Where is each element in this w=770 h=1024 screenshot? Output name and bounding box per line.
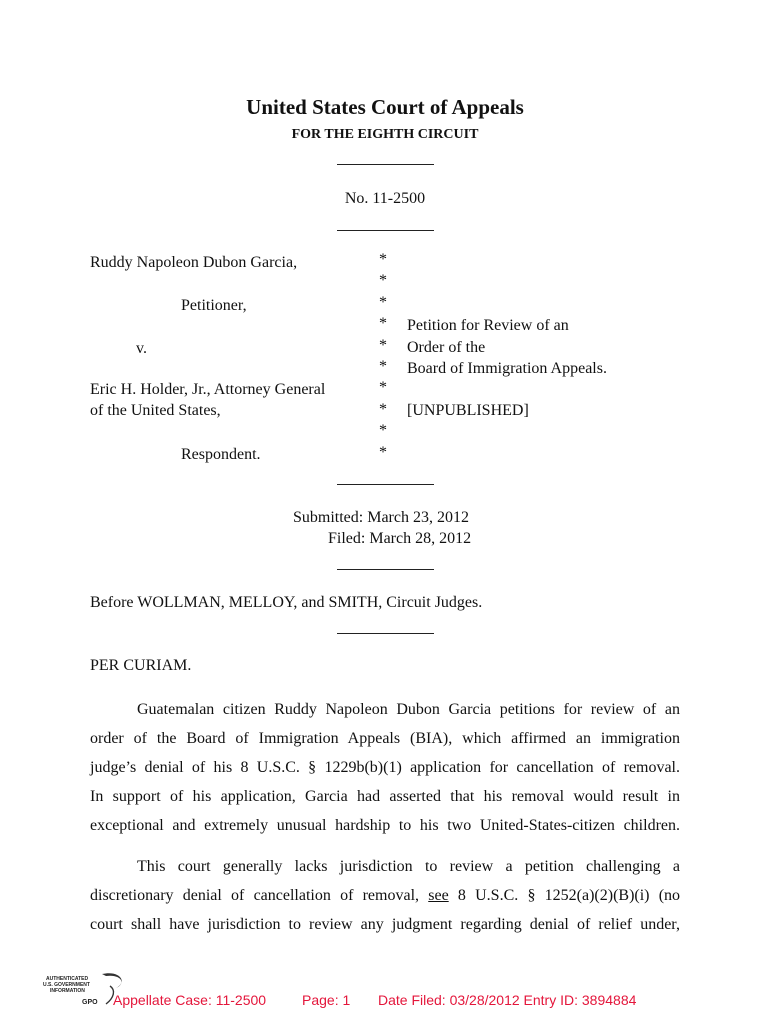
respondent-role: Respondent. (181, 446, 261, 463)
caption-star-column (376, 251, 390, 465)
paragraph-line: This court generally lacks jurisdiction to review a petition challenging a (137, 858, 680, 875)
logo-text-line1: AUTHENTICATED (46, 976, 89, 982)
filed-date: Filed: March 28, 2012 (328, 530, 472, 547)
footer-filed-entry: Date Filed: 03/28/2012 Entry ID: 3894884 (378, 992, 637, 1008)
caption-star: * (379, 336, 387, 354)
caption-star: * (379, 443, 387, 461)
petition-line2: Order of the (407, 339, 486, 356)
caption-star: * (379, 357, 387, 375)
caption-star: * (379, 379, 387, 397)
paragraph-text: discretionary denial of cancellation of removal, (90, 887, 420, 904)
divider-rule (337, 569, 434, 570)
see-signal: see (428, 887, 449, 904)
circuit-subtitle: FOR THE EIGHTH CIRCUIT (291, 127, 479, 142)
unpublished-tag: [UNPUBLISHED] (407, 402, 529, 419)
per-curiam-heading: PER CURIAM. (90, 657, 192, 674)
logo-text-line2: U.S. GOVERNMENT (43, 982, 90, 988)
versus: v. (136, 340, 147, 357)
petition-line1: Petition for Review of an (407, 317, 569, 334)
paragraph-line: court shall have jurisdiction to review any judgment regarding denial of relief under, (90, 916, 680, 933)
petition-line3: Board of Immigration Appeals. (407, 360, 607, 377)
divider-rule (337, 633, 434, 634)
respondent-name-line1: Eric H. Holder, Jr., Attorney General (90, 381, 326, 398)
submitted-date: Submitted: March 23, 2012 (293, 509, 469, 526)
caption-star: * (379, 315, 387, 333)
paragraph-line: Guatemalan citizen Ruddy Napoleon Dubon Garcia petitions for review of an (137, 701, 680, 718)
paragraph-line: exceptional and extremely unusual hardship to his two United-States-citizen children. (90, 817, 680, 834)
opinion-paragraph-1 (90, 695, 680, 840)
respondent-name-line2: of the United States, (90, 402, 221, 419)
caption-star: * (379, 400, 387, 418)
paragraph-line: judge’s denial of his 8 U.S.C. § 1229b(b)(1) application for cancellation of removal. (90, 759, 680, 776)
divider-rule (337, 164, 434, 165)
paragraph-line: In support of his application, Garcia had asserted that his removal would result in (90, 788, 680, 805)
caption-star: * (379, 293, 387, 311)
footer-page-number: Page: 1 (302, 992, 351, 1008)
petitioner-name: Ruddy Napoleon Dubon Garcia, (90, 254, 298, 271)
divider-rule (337, 230, 434, 231)
opinion-paragraph-2 (90, 852, 680, 939)
paragraph-text: 8 U.S.C. § 1252(a)(2)(B)(i) (no (457, 887, 681, 904)
eagle-wing-icon (102, 973, 122, 988)
logo-text-line3: INFORMATION (50, 988, 85, 994)
gpo-mark: GPO (82, 999, 98, 1006)
judges-panel: Before WOLLMAN, MELLOY, and SMITH, Circuit Judges. (90, 594, 483, 611)
caption-star: * (379, 422, 387, 440)
petitioner-role: Petitioner, (181, 297, 247, 314)
paragraph-line (90, 881, 680, 910)
caption-star: * (379, 272, 387, 290)
footer-case-number: Appellate Case: 11-2500 (113, 992, 267, 1008)
case-number: No. 11-2500 (344, 190, 426, 207)
paragraph-line: order of the Board of Immigration Appeals (BIA), which affirmed an immigration (90, 730, 680, 747)
caption-star: * (379, 251, 387, 268)
divider-rule (337, 484, 434, 485)
court-title: United States Court of Appeals (246, 95, 524, 119)
